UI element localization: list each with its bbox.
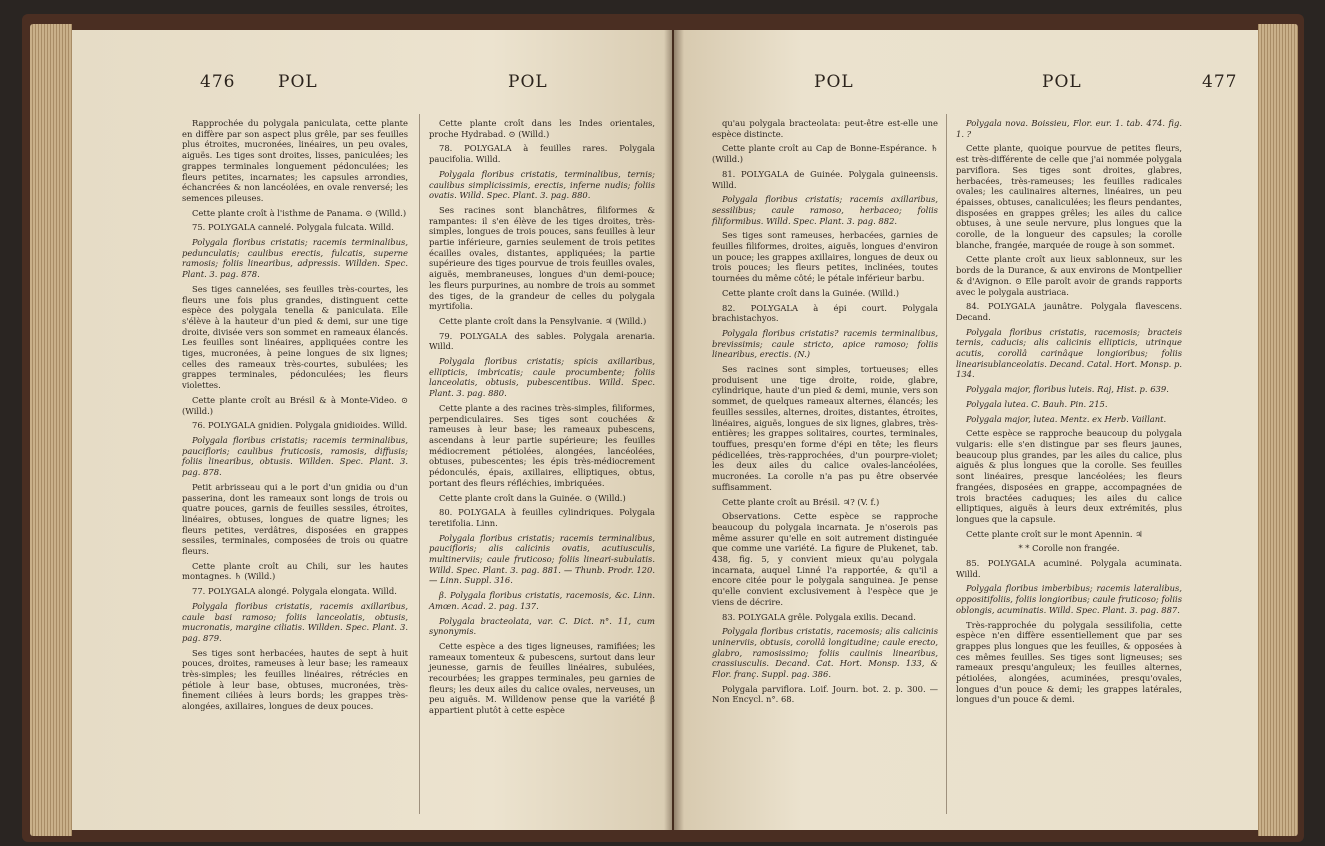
paragraph: 78. POLYGALA à feuilles rares. Polygala paucifolia. Willd. — [429, 143, 655, 165]
paragraph: Polygala floribus cristatis; racemis terminalibus, paucifloris; alis calicinis ovatis, acutiusculis, multinerviis; caule fruticoso; foliis lineari-subulatis. Willd. Spec. Plant. 3. pag. 881. — Thunb. Prodr. 120. — Linn. Suppl. 316. — [429, 532, 655, 586]
paragraph: Petit arbrisseau qui a le port d'un gnidia ou d'un passerina, dont les rameaux sont longs de trois ou quatre pouces, garnis de feuilles sessiles, étroites, linéaires, obtuses, longues de quatre lignes; les fleurs petites, verdâtres, disposées en grappes sessiles, terminales, composées de trois ou quatre fleurs. — [182, 481, 408, 557]
paragraph: 80. POLYGALA à feuilles cylindriques. Polygala teretifolia. Linn. — [429, 507, 655, 528]
paragraph: 85. POLYGALA acuminé. Polygala acuminata. Willd. — [956, 558, 1182, 579]
left-running-head-b: POL — [508, 72, 548, 92]
paragraph: Ses tiges sont herbacées, hautes de sept à huit pouces, droites, rameuses à leur base; les rameaux très-simples; les feuilles linéaires, rétrécies en pétiole à leur base, obtuses, mucronées, très-finement ciliées à leurs bords; les grappes très-alongées, axillaires, longues de deux pouces. — [182, 647, 408, 712]
paragraph: Polygala major, floribus luteis. Raj, Hist. p. 639. — [966, 384, 1169, 395]
paragraph: Polygala floribus cristatis, racemis axillaribus, caule basi ramoso; foliis lanceolatis, obtusis, mucronatis, margine ciliatis. Willden. Spec. Plant. 3. pag. 879. — [182, 600, 408, 643]
paragraph: 75. POLYGALA cannelé. Polygala fulcata. Willd. — [192, 222, 394, 233]
paragraph: Cette plante croît au Brésil. ♃? (V. f.) — [722, 496, 880, 507]
paragraph: Cette plante a des racines très-simples, filiformes, perpendiculaires. Ses tiges sont couchées & rameuses à leur base; les rameaux pubescens, ascendans à leur partie supérieure; les feuilles médiocrement pétiolées, alongées, lancéolées, obtuses, pubescentes; les épis très-médiocrement pédonculés, épais, axillaires, elliptiques, obtus, portant des fleurs réfléchies, imbriquées. — [429, 402, 655, 488]
right-column-rule — [946, 114, 947, 814]
right-page-number: 477 — [1202, 72, 1238, 92]
paragraph: Polygala lutea. C. Bauh. Pin. 215. — [966, 398, 1108, 409]
paragraph: Polygala nova. Boissieu, Flor. eur. 1. tab. 474. fig. 1. ? — [956, 118, 1182, 139]
paragraph: Observations. Cette espèce se rapproche beaucoup du polygala incarnata. Je n'oserois pas même assurer qu'elle en soit autrement distinguée que comme une variété. La figure de Plukenet, tab. 438, fig. 5, y convient mieux qu'au polygala incarnata, auquel Linné l'a rapportée, & qu'il a encore citée pour le polygala sanguinea. Je pense qu'elle convient exclusivement à l'espèce que je viens de décrire. — [712, 511, 938, 607]
paragraph: Cette plante croît sur le mont Apennin. ♃ — [966, 528, 1143, 539]
paragraph: 82. POLYGALA à épi court. Polygala brachistachyos. — [712, 302, 938, 324]
paragraph: Cette espèce a des tiges ligneuses, ramifiées; les rameaux tomenteux & pubescens, surtout dans leur jeunesse, garnis de feuilles linéaires, subulées, recourbées; les grappes terminales, peu garnies de fleurs; les deux ailes du calice ovales, nerveuses, un peu aiguës. M. Willdenow pense que la variété β appartient plutôt à cette espèce — [429, 640, 655, 716]
paragraph: Polygala parviflora. Loif. Journ. bot. 2. p. 300. — Non Encycl. n°. 68. — [712, 683, 938, 705]
paragraph: 83. POLYGALA grêle. Polygala exilis. Decand. — [722, 611, 916, 622]
paragraph: Cette plante croît dans la Pensylvanie. ♃ (Willd.) — [439, 315, 647, 326]
paragraph: Cette plante croît aux lieux sablonneux, sur les bords de la Durance, & aux environs de Montpellier & d'Avignon. ⊙ Elle paroît avoir de grands rapports avec le polygala austriaca. — [956, 254, 1182, 297]
paragraph: Cette plante croît au Brésil & à Monte-Video. ⊙ (Willd.) — [182, 394, 408, 416]
paragraph: Polygala floribus cristatis; spicis axillaribus, ellipticis, imbricatis; caule procumbente; foliis lanceolatis, obtusis, pubescentibus. Willd. Spec. Plant. 3. pag. 880. — [429, 356, 655, 399]
left-column-rule — [419, 114, 420, 814]
right-running-head-a: POL — [814, 72, 854, 92]
paragraph: 84. POLYGALA jaunâtre. Polygala flavescens. Decand. — [956, 301, 1182, 322]
paragraph: Polygala floribus cristatis, racemosis; alis calicinis uninerviis, obtusis, corollâ longitudine; caule erecto, glabro, ramosissimo; foliis caulinis linearibus, crassiusculis. Decand. Cat. Hort. Monsp. 133, & Flor. franç. Suppl. pag. 386. — [712, 626, 938, 680]
paragraph: Polygala floribus cristatis, terminalibus, ternis; caulibus simplicissimis, erectis, inferne nudis; foliis ovatis. Willd. Spec. Plant. 3. pag. 880. — [429, 168, 655, 201]
left-page-number: 476 — [200, 72, 236, 92]
paragraph: Cette plante croît dans les Indes orientales, proche Hydrabad. ⊙ (Willd.) — [429, 118, 655, 139]
paragraph: Cette plante croît dans la Guinée. ⊙ (Willd.) — [439, 492, 626, 503]
paragraph: Polygala floribus cristatis; racemis terminalibus, pedunculatis; caulibus erectis, fulcatis, superne ramosis; foliis linearibus, adpressis. Willden. Spec. Plant. 3. pag. 878. — [182, 237, 408, 280]
left-page — [72, 30, 672, 830]
paragraph: Très-rapprochée du polygala sessilifolia, cette espèce n'en diffère essentiellement que par ses grappes plus longues que les feuilles, & opposées à ces mêmes feuilles. Ses tiges sont ligneuses; ses rameaux presqu'anguleux; les feuilles alternes, pétiolées, alongées, acuminées, presqu'ovales, longues d'un pouce & demi; les grappes latérales, longues d'un pouce & demi. — [956, 619, 1182, 705]
paragraph: qu'au polygala bracteolata: peut-être est-elle une espèce distincte. — [712, 118, 938, 139]
right-page — [674, 30, 1258, 830]
paragraph: Polygala bracteolata, var. C. Dict. n°. 11, cum synonymis. — [429, 615, 655, 637]
right-running-head-b: POL — [1042, 72, 1082, 92]
paragraph: Cette plante, quoique pourvue de petites fleurs, est très-différente de celle que j'ai nommée polygala parviflora. Ses tiges sont droites, glabres, herbacées, très-rameuses; les feuilles radicales ovales; les caulinaires alternes, linéaires, un peu épaisses, obtuses, canaliculées; les fleurs pendantes, disposées en grappes grêles; les ailes du calice obtuses, à une seule nervure, plus longues que la corolle, de la longueur des capsules; la corolle blanche, frangée, marquée de rouge à son sommet. — [956, 143, 1182, 250]
paragraph: 77. POLYGALA alongé. Polygala elongata. Willd. — [192, 586, 397, 597]
left-column-1 — [182, 118, 408, 716]
paragraph: Ses racines sont simples, tortueuses; elles produisent une tige droite, roide, glabre, cylindrique, haute d'un pied & demi, munie, vers son sommet, de quelques rameaux alternes, élancés; les feuilles sessiles, alternes, droites, distantes, étroites, linéaires, aiguës, longues de six lignes, glabres, très-entières; les grappes solitaires, courtes, terminales, touffues, presqu'en forme d'épi en tête; les fleurs pédicellées, très-rapprochées, d'un pourpre-violet; les deux ailes du calice ovales-lancéolées, mucronées. La corolle n'a pas pu être observée suffisamment. — [712, 364, 938, 492]
paragraph: Polygala floribus cristatis? racemis terminalibus, brevissimis; caule stricto, apice ramoso; foliis linearibus, erectis. (N.) — [712, 327, 938, 360]
page-edges-right — [1258, 24, 1298, 836]
paragraph: 76. POLYGALA gnidien. Polygala gnidioides. Willd. — [192, 420, 408, 431]
paragraph: Ses tiges cannelées, ses feuilles très-courtes, les fleurs une fois plus grandes, distinguent cette espèce des polygala tenella & paniculata. Elle s'élève à la hauteur d'un pied & demi, sur une tige droite, divisée vers son sommet en rameaux élancés. Les feuilles sont linéaires, appliquées contre les tiges, mucronées, à peine longues de six lignes; celles des rameaux très-courtes, subulées; les grappes terminales, pédonculées; les fleurs violettes. — [182, 283, 408, 391]
paragraph: Cette plante croît dans la Guinée. (Willd.) — [722, 287, 900, 298]
paragraph: Cette plante croît au Cap de Bonne-Espérance. ♄ (Willd.) — [712, 143, 938, 165]
paragraph: 81. POLYGALA de Guinée. Polygala guineensis. Willd. — [712, 168, 938, 190]
paragraph: Cette plante croît au Chili, sur les hautes montagnes. ♄ (Willd.) — [182, 560, 408, 582]
right-column-2 — [956, 118, 1182, 709]
paragraph: Polygala floribus cristatis; racemis axillaribus, sessilibus; caule ramoso, herbaceo; foliis filiformibus. Willd. Spec. Plant. 3. pag. 882. — [712, 194, 938, 226]
left-running-head-a: POL — [278, 72, 318, 92]
paragraph: Polygala floribus imberbibus; racemis lateralibus, oppositifoliis, foliis longioribus; caule fruticoso; foliis oblongis, acuminatis. Willd. Spec. Plant. 3. pag. 887. — [956, 583, 1182, 615]
paragraph: β. Polygala floribus cristatis, racemosis, &c. Linn. Amœn. Acad. 2. pag. 137. — [429, 590, 655, 611]
paragraph: * * Corolle non frangée. — [1018, 543, 1120, 554]
paragraph: Cette plante croît à l'isthme de Panama. ⊙ (Willd.) — [192, 207, 407, 218]
paragraph: Rapprochée du polygala paniculata, cette plante en diffère par son aspect plus grêle, par ses feuilles plus étroites, mucronées, linéaires, un peu ovales, aiguës. Les tiges sont droites, lisses, paniculées; les grappes terminales longuement pédonculées; les fleurs petites, incarnates; les capsules arrondies, échancrées & non lancéolées, en ovale renversé; les semences pileuses. — [182, 118, 408, 203]
left-column-2 — [429, 118, 655, 720]
paragraph: Polygala floribus cristatis; racemis terminalibus, paucifloris; caulibus fruticosis, ramosis, diffusis; foliis linearibus, obtusis. Willden. Spec. Plant. 3. pag. 878. — [182, 434, 408, 478]
paragraph: Ses racines sont blanchâtres, filiformes & rampantes: il s'en élève de les tiges droites, très-simples, longues de trois pouces, sans feuilles à leur partie inférieure, garnies seulement de trois petites écailles ovales, distantes, appliquées; la partie supérieure des tiges pourvue de trois feuilles ovales, aiguës, membraneuses, longues d'un demi-pouce; les fleurs purpurines, au nombre de trois au sommet des tiges, de la grandeur de celles du polygala myrtifolia. — [429, 204, 655, 312]
book-gutter — [664, 30, 684, 830]
paragraph: Cette espèce se rapproche beaucoup du polygala vulgaris: elle s'en distingue par ses fleurs jaunes, beaucoup plus grandes, par les ailes du calice, plus aiguës & plus longues que la corolle. Ses feuilles sont linéaires, presque lancéolées; les fleurs frangées, disposées en grappe, accompagnées de trois bractées caduques; les ailes du calice elliptiques, aiguës à leurs deux extrémités, plus longues que la capsule. — [956, 428, 1182, 524]
right-column-1 — [712, 118, 938, 709]
paragraph: Polygala major, lutea. Mentz. ex Herb. Vaillant. — [966, 413, 1167, 424]
paragraph: 79. POLYGALA des sables. Polygala arenaria. Willd. — [429, 330, 655, 352]
paragraph: Polygala floribus cristatis, racemosis; bracteis ternis, caducis; alis calicinis ellipticis, utrinque acutis, corollâ carinâque longioribus; foliis linearisublanceolatis. Decand. Catal. Hort. Monsp. p. 134. — [956, 326, 1182, 380]
page-edges-left — [30, 24, 72, 836]
paragraph: Ses tiges sont rameuses, herbacées, garnies de feuilles filiformes, droites, aiguës, longues d'environ un pouce; les grappes axillaires, longues de deux ou trois pouces; les fleurs petites, inclinées, toutes tournées du même côté; le pétale inférieur barbu. — [712, 230, 938, 284]
